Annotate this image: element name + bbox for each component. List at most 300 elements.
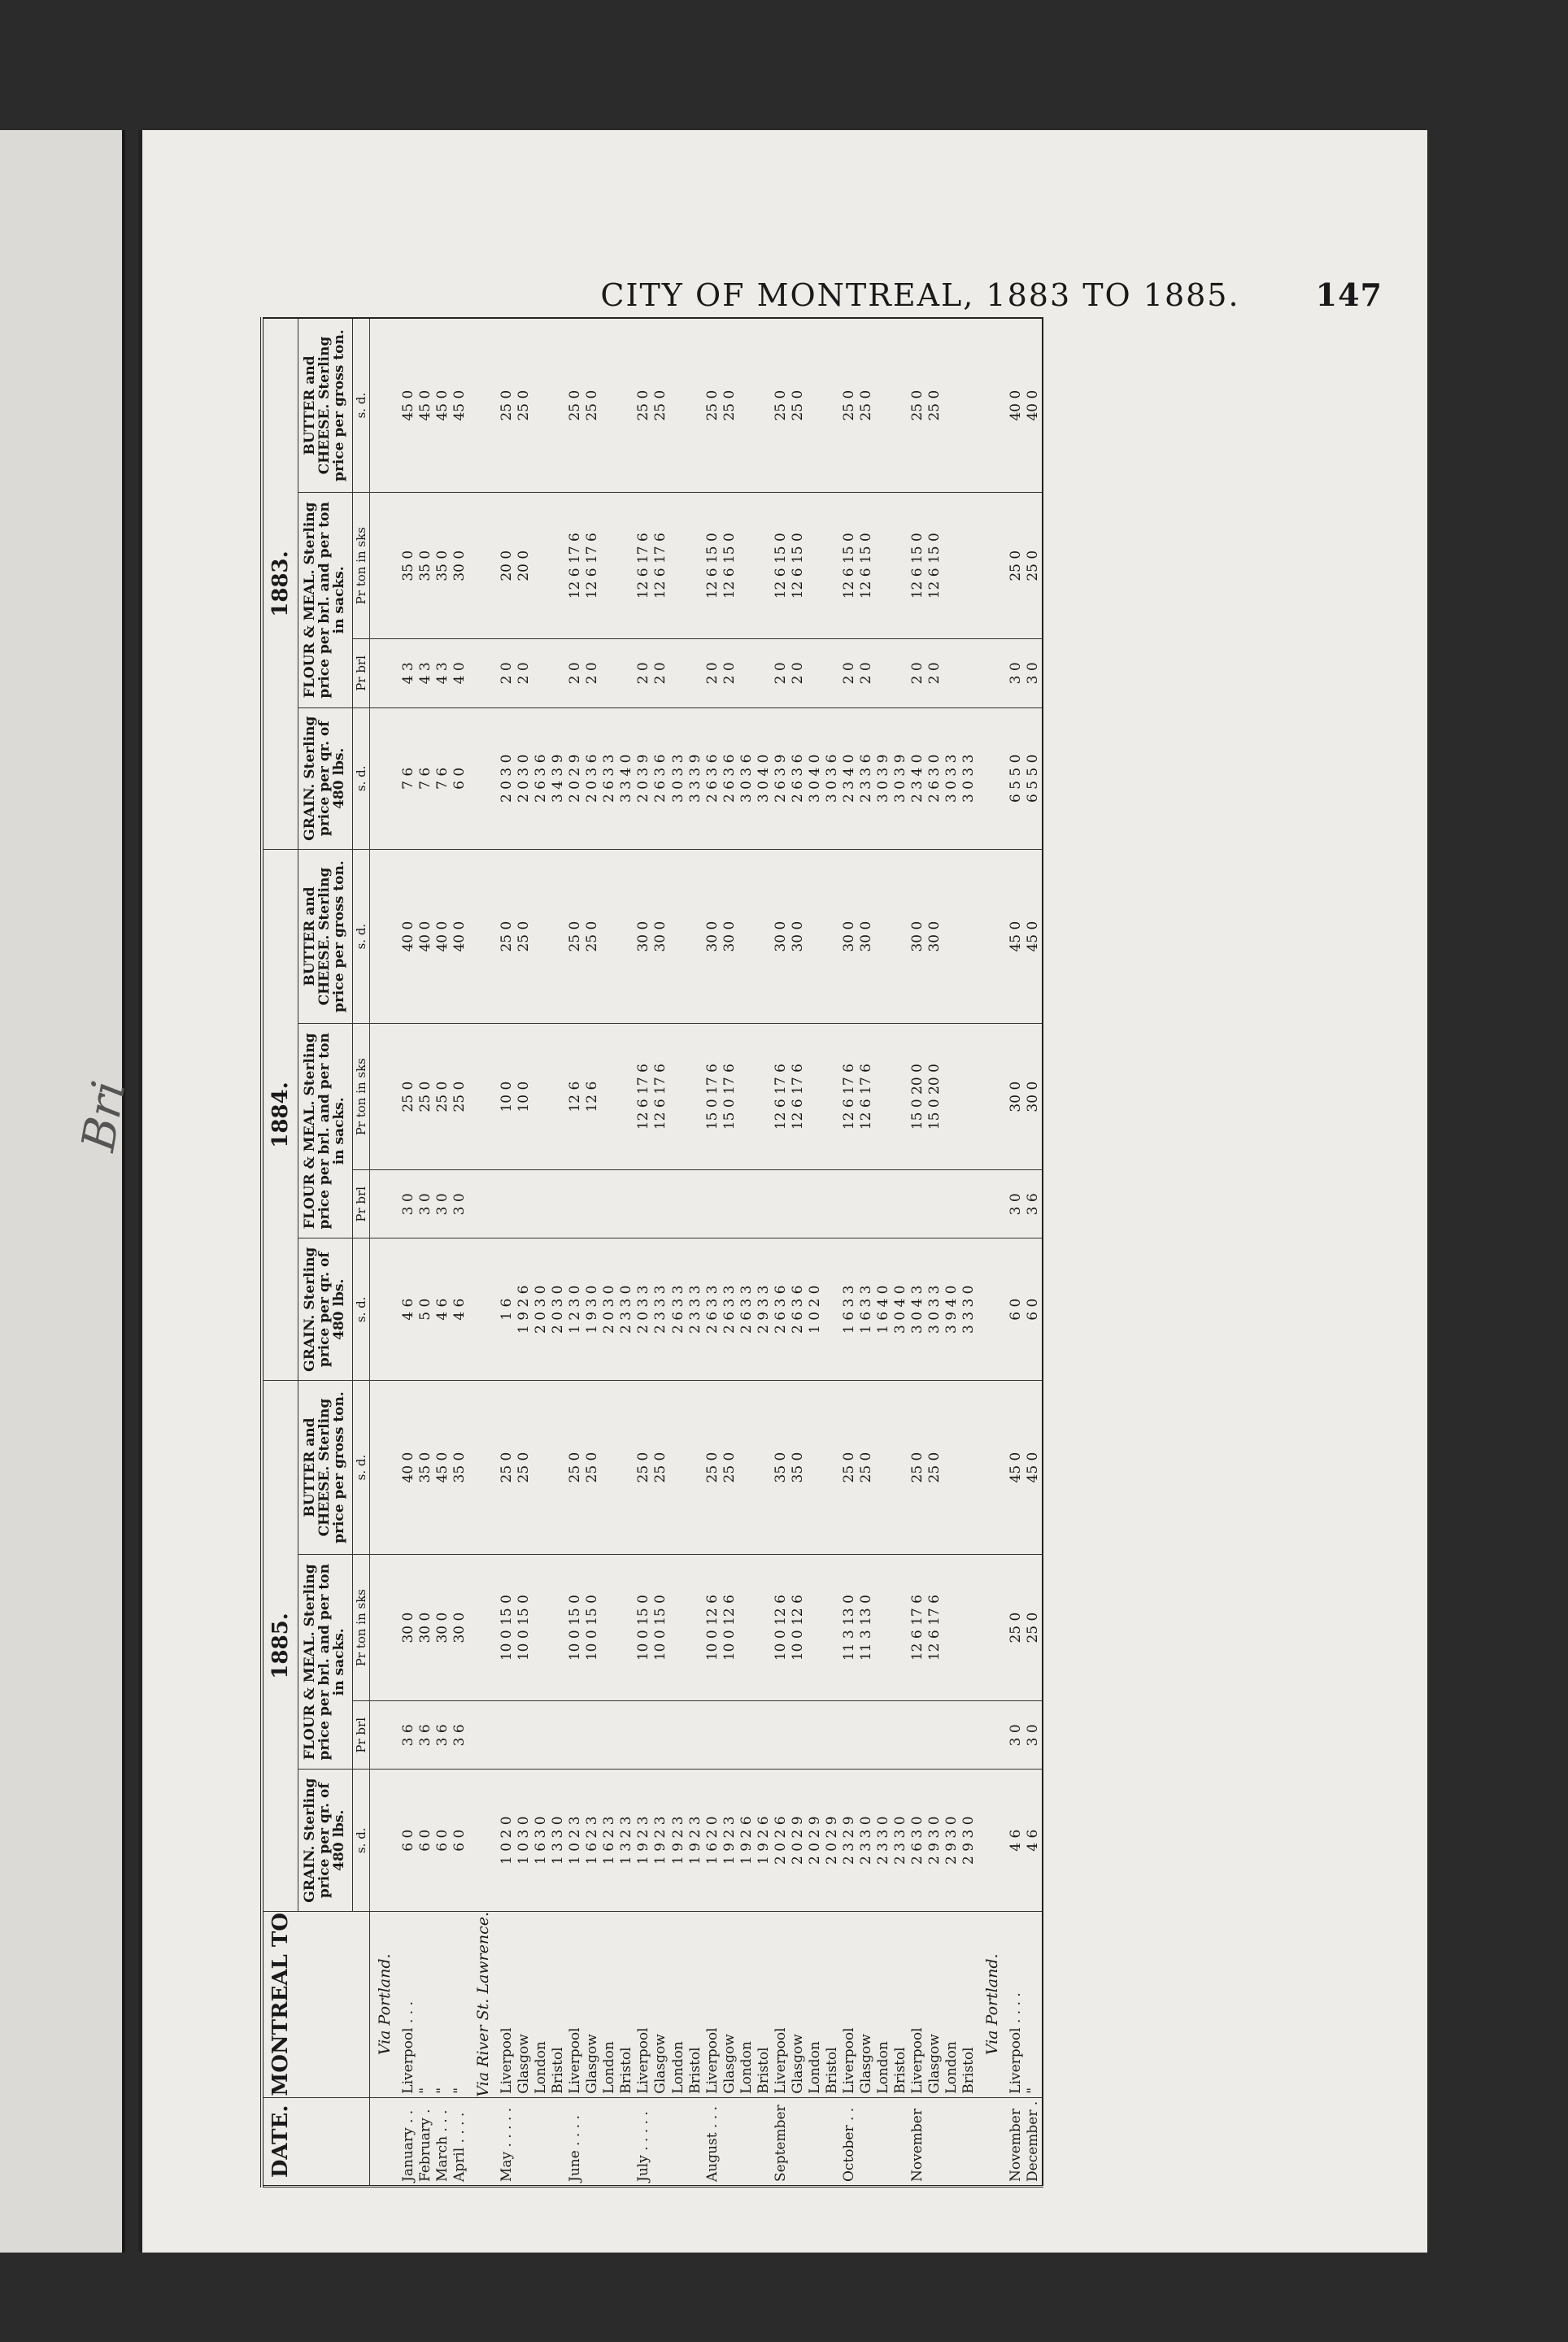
row-date [790, 2097, 807, 2186]
row-destination: Liverpool [773, 1911, 790, 2097]
rate-cell: 10 0 15 0 [652, 1555, 669, 1701]
row-destination: London [533, 1911, 550, 2097]
rate-cell: 7 6 [400, 707, 417, 850]
rate-cell: 2 6 3 6 [652, 707, 669, 850]
rate-cell: 25 0 [499, 850, 516, 1024]
rate-cell: 3 0 [1025, 639, 1043, 707]
rate-cell [550, 850, 567, 1024]
rate-cell: 25 0 [652, 318, 669, 493]
row-date: November [909, 2097, 926, 2186]
table-row [451, 318, 468, 2187]
rate-cell: 10 0 12 6 [704, 1555, 721, 1701]
rate-cell [892, 1701, 909, 1770]
rate-cell [824, 493, 841, 639]
rate-cell: 2 0 3 0 [533, 1238, 550, 1381]
rate-cell [652, 1701, 669, 1770]
rate-cell: 4 6 [451, 1238, 468, 1381]
rate-cell: 2 0 3 0 [601, 1238, 618, 1381]
row-destination: Glasgow [516, 1911, 533, 2097]
flour-per-ton-label-1885: Pr ton in sks [352, 1555, 369, 1701]
flour-per-ton-label-1883: Pr ton in sks [352, 493, 369, 639]
rate-cell [601, 1555, 618, 1701]
rate-cell [756, 1170, 773, 1238]
rate-cell [687, 318, 704, 493]
table-row [400, 318, 417, 2187]
rate-cell: 2 0 [790, 639, 807, 707]
rate-cell: 25 0 [926, 318, 943, 493]
section-label: Via Portland. [978, 1911, 1008, 2097]
rate-cell: 10 0 12 6 [721, 1555, 738, 1701]
rate-cell: 3 6 [400, 1701, 417, 1770]
rate-cell: 1 6 [499, 1238, 516, 1381]
rate-cell: 45 0 [417, 318, 434, 493]
rate-cell: 2 6 3 6 [790, 707, 807, 850]
table-row [635, 318, 652, 2187]
rate-cell: 5 0 [417, 1238, 434, 1381]
row-date: March . . . [434, 2097, 451, 2186]
rate-cell: 25 0 [499, 318, 516, 493]
table-row [516, 318, 533, 2187]
rate-cell [567, 1701, 584, 1770]
rate-cell: 25 0 [909, 1381, 926, 1555]
rate-cell: 2 0 2 6 [773, 1770, 790, 1912]
row-date: December . [1025, 2097, 1043, 2186]
rate-cell: 25 0 [858, 1381, 875, 1555]
rate-cell [960, 850, 978, 1024]
row-date [687, 2097, 704, 2186]
rate-cell [858, 1701, 875, 1770]
rate-cell: 7 6 [434, 707, 451, 850]
rate-cell [807, 493, 824, 639]
rate-cell [738, 850, 756, 1024]
rate-cell: 12 6 15 0 [841, 493, 858, 639]
rate-cell: 3 0 3 6 [824, 707, 841, 850]
rate-cell: 1 3 3 0 [550, 1770, 567, 1912]
left-page-mark: Bri [72, 1077, 137, 1156]
rate-cell: 25 0 [926, 1381, 943, 1555]
rate-cell: 15 0 20 0 [909, 1024, 926, 1170]
rate-cell [601, 493, 618, 639]
row-date [858, 2097, 875, 2186]
table-row [499, 318, 516, 2187]
rate-cell [807, 318, 824, 493]
rate-cell: 2 0 3 9 [635, 707, 652, 850]
rate-cell: 30 0 [400, 1555, 417, 1701]
rate-cell [824, 318, 841, 493]
table-row [875, 318, 892, 2187]
rate-cell: 3 0 [417, 1170, 434, 1238]
table-row [892, 318, 909, 2187]
rate-cell: 1 6 3 3 [841, 1238, 858, 1381]
rate-cell [533, 1555, 550, 1701]
rate-cell [892, 1024, 909, 1170]
rate-cell: 6 0 [417, 1770, 434, 1912]
rate-cell [807, 1024, 824, 1170]
rate-cell: 12 6 15 0 [721, 493, 738, 639]
rate-cell: 3 0 [1008, 639, 1025, 707]
row-destination: London [943, 1911, 960, 2097]
row-date: May . . . . . [499, 2097, 516, 2186]
rate-cell: 1 9 2 3 [670, 1770, 687, 1912]
grain-unit-1883: s. d. [352, 707, 369, 850]
rate-cell [807, 1701, 824, 1770]
rate-cell [875, 1701, 892, 1770]
rate-cell [756, 850, 773, 1024]
table-row [550, 318, 567, 2187]
rate-cell [892, 1170, 909, 1238]
rate-cell: 30 0 [417, 1555, 434, 1701]
rate-cell: 1 6 2 3 [584, 1770, 601, 1912]
rate-cell: 1 0 2 3 [567, 1770, 584, 1912]
rate-cell [584, 1170, 601, 1238]
rate-cell [704, 1170, 721, 1238]
rate-cell: 3 6 [451, 1701, 468, 1770]
rate-cell: 25 0 [635, 318, 652, 493]
rate-cell [790, 1170, 807, 1238]
rate-cell: 1 0 3 0 [516, 1770, 533, 1912]
rate-cell [926, 1701, 943, 1770]
row-destination: Bristol [687, 1911, 704, 2097]
rate-cell [635, 1170, 652, 1238]
section-via-portland: Via Portland. [369, 1911, 400, 2097]
row-date [550, 2097, 567, 2186]
rate-cell: 35 0 [790, 1381, 807, 1555]
rate-cell: 2 0 2 9 [807, 1770, 824, 1912]
rate-cell: 40 0 [400, 850, 417, 1024]
rate-cell: 1 6 3 3 [858, 1238, 875, 1381]
rate-cell: 2 0 [841, 639, 858, 707]
rate-cell: 10 0 [499, 1024, 516, 1170]
rate-cell: 35 0 [434, 493, 451, 639]
table-row [960, 318, 978, 2187]
rate-cell [550, 639, 567, 707]
rate-cell: 25 0 [584, 850, 601, 1024]
rate-cell: 3 0 4 0 [807, 707, 824, 850]
table-row [704, 318, 721, 2187]
rate-cell: 30 0 [773, 850, 790, 1024]
rate-cell: 3 3 3 0 [960, 1238, 978, 1381]
butter-unit-1884: s. d. [352, 850, 369, 1024]
flour-per-barrel-label-1883: Pr brl [352, 639, 369, 707]
rate-cell: 3 0 3 6 [738, 707, 756, 850]
row-destination: Glasgow [721, 1911, 738, 2097]
rate-cell [841, 1170, 858, 1238]
left-page-edge [0, 130, 137, 2253]
grain-header-1883: GRAIN. Sterling price per qr. of 480 lbs. [298, 707, 353, 850]
rate-cell [773, 1701, 790, 1770]
rate-cell [738, 1555, 756, 1701]
rate-cell: 25 0 [516, 850, 533, 1024]
table-row [652, 318, 669, 2187]
row-date: October . . [841, 2097, 858, 2186]
rate-cell: 2 0 2 9 [824, 1770, 841, 1912]
rate-cell: 3 6 [1025, 1170, 1043, 1238]
rate-cell [550, 1381, 567, 1555]
table-row [841, 318, 858, 2187]
row-date [516, 2097, 533, 2186]
rate-cell [960, 1701, 978, 1770]
rate-cell: 30 0 [858, 850, 875, 1024]
row-date: September [773, 2097, 790, 2186]
rate-cell [670, 850, 687, 1024]
rate-cell: 2 3 3 0 [618, 1238, 635, 1381]
rate-cell [875, 1170, 892, 1238]
flour-header-1884: FLOUR & MEAL. Sterling price per brl. and per ton in sacks. [298, 1024, 353, 1238]
rate-cell: 30 0 [909, 850, 926, 1024]
table-row [773, 318, 790, 2187]
rate-cell [738, 318, 756, 493]
rate-cell [567, 1170, 584, 1238]
rate-cell: 1 6 2 3 [601, 1770, 618, 1912]
table-row [858, 318, 875, 2187]
rate-cell [892, 318, 909, 493]
rate-cell: 12 6 17 6 [652, 493, 669, 639]
rate-cell: 12 6 15 0 [773, 493, 790, 639]
rate-cell [790, 1701, 807, 1770]
rate-cell: 4 0 [451, 639, 468, 707]
rate-cell: 30 0 [721, 850, 738, 1024]
rate-cell [892, 1555, 909, 1701]
rate-cell: 2 6 3 3 [721, 1238, 738, 1381]
rate-cell [687, 493, 704, 639]
rate-cell: 2 3 3 0 [892, 1770, 909, 1912]
rate-cell: 3 0 3 3 [960, 707, 978, 850]
row-date: August . . . [704, 2097, 721, 2186]
row-date [721, 2097, 738, 2186]
date-header: DATE. [262, 2097, 369, 2186]
rate-cell: 25 0 [567, 850, 584, 1024]
rate-cell: 1 6 4 0 [875, 1238, 892, 1381]
rate-cell: 12 6 17 6 [790, 1024, 807, 1170]
rate-cell: 3 9 4 0 [943, 1238, 960, 1381]
rate-cell: 45 0 [1008, 850, 1025, 1024]
rate-cell: 4 6 [400, 1238, 417, 1381]
row-date: November [1008, 2097, 1025, 2186]
rate-cell: 4 6 [434, 1238, 451, 1381]
rate-cell [943, 850, 960, 1024]
rate-cell [738, 639, 756, 707]
rate-cell [824, 1170, 841, 1238]
rate-cell [550, 1701, 567, 1770]
rate-cell: 2 9 3 0 [960, 1770, 978, 1912]
rate-cell: 2 3 3 6 [858, 707, 875, 850]
rate-cell: 45 0 [434, 318, 451, 493]
rate-cell: 25 0 [584, 1381, 601, 1555]
row-date [943, 2097, 960, 2186]
rate-cell [858, 1170, 875, 1238]
rate-cell: 25 0 [841, 318, 858, 493]
rate-cell: 2 3 3 3 [687, 1238, 704, 1381]
rate-cell: 10 0 12 6 [790, 1555, 807, 1701]
rate-cell: 1 9 2 6 [516, 1238, 533, 1381]
rate-cell: 15 0 17 6 [704, 1024, 721, 1170]
rate-cell: 6 5 5 0 [1025, 707, 1043, 850]
rate-cell [738, 1170, 756, 1238]
table-row [790, 318, 807, 2187]
rate-cell: 25 0 [434, 1024, 451, 1170]
rate-cell: 40 0 [1008, 318, 1025, 493]
rate-cell: 3 0 [400, 1170, 417, 1238]
rate-cell: 3 3 4 0 [618, 707, 635, 850]
table-row [926, 318, 943, 2187]
row-destination: Bristol [756, 1911, 773, 2097]
rate-cell [499, 1170, 516, 1238]
destination-header: MONTREAL TO [262, 1911, 369, 2097]
rate-cell: 2 0 3 0 [499, 707, 516, 850]
rate-cell [738, 1381, 756, 1555]
row-date [824, 2097, 841, 2186]
table-row [738, 318, 756, 2187]
rate-cell: 6 0 [434, 1770, 451, 1912]
rate-cell: 6 0 [400, 1770, 417, 1912]
row-destination: Liverpool [841, 1911, 858, 2097]
rate-cell [704, 1701, 721, 1770]
rate-cell [926, 1170, 943, 1238]
rate-cell [618, 1555, 635, 1701]
rate-cell: 2 6 3 3 [738, 1238, 756, 1381]
rate-cell: 3 0 [451, 1170, 468, 1238]
table-row [824, 318, 841, 2187]
row-date [875, 2097, 892, 2186]
rate-cell: 12 6 17 6 [858, 1024, 875, 1170]
rate-cell [738, 1701, 756, 1770]
table-row [584, 318, 601, 2187]
rate-cell [618, 639, 635, 707]
rate-cell [670, 1555, 687, 1701]
rate-cell: 1 9 2 3 [687, 1770, 704, 1912]
grain-unit-1885: s. d. [352, 1770, 369, 1912]
rate-cell [824, 1555, 841, 1701]
rate-cell [875, 318, 892, 493]
rate-cell [584, 1701, 601, 1770]
rate-cell: 10 0 15 0 [499, 1555, 516, 1701]
rate-cell [875, 1381, 892, 1555]
rate-cell: 2 6 3 6 [704, 707, 721, 850]
rate-cell: 40 0 [451, 850, 468, 1024]
row-destination: Liverpool [499, 1911, 516, 2097]
rate-cell [875, 850, 892, 1024]
table-row [567, 318, 584, 2187]
rate-cell: 10 0 15 0 [635, 1555, 652, 1701]
rate-cell [516, 1170, 533, 1238]
table-row [434, 318, 451, 2187]
rate-cell: 2 0 [858, 639, 875, 707]
rate-cell: 12 6 17 6 [635, 1024, 652, 1170]
year-header-1883: 1883. [262, 318, 298, 850]
rate-cell [618, 1701, 635, 1770]
rate-cell: 2 0 [704, 639, 721, 707]
rate-cell: 2 6 3 3 [704, 1238, 721, 1381]
grain-header-1885: GRAIN. Sterling price per qr. of 480 lbs. [298, 1770, 353, 1912]
table-row [807, 318, 824, 2187]
rate-cell: 25 0 [790, 318, 807, 493]
rate-cell [721, 1170, 738, 1238]
rate-cell [635, 1701, 652, 1770]
table-row [909, 318, 926, 2187]
row-date: April . . . . [451, 2097, 468, 2186]
rate-cell [807, 639, 824, 707]
rate-cell: 2 0 3 0 [550, 1238, 567, 1381]
rate-cell: 6 0 [451, 1770, 468, 1912]
rate-cell: 25 0 [451, 1024, 468, 1170]
flour-header-1883: FLOUR & MEAL. Sterling price per brl. and per ton in sacks. [298, 493, 353, 707]
rate-cell [618, 1170, 635, 1238]
rate-cell: 25 0 [516, 318, 533, 493]
rate-cell [618, 1381, 635, 1555]
rate-cell [892, 850, 909, 1024]
rate-cell [533, 318, 550, 493]
row-date [807, 2097, 824, 2186]
rate-cell [807, 1381, 824, 1555]
rate-cell: 2 0 2 9 [567, 707, 584, 850]
rate-cell: 7 6 [417, 707, 434, 850]
rate-cell: 25 0 [1008, 493, 1025, 639]
rate-cell: 2 9 3 3 [756, 1238, 773, 1381]
rate-cell: 2 6 3 6 [721, 707, 738, 850]
rate-cell: 25 0 [773, 318, 790, 493]
rate-cell [943, 1555, 960, 1701]
row-date [670, 2097, 687, 2186]
flour-per-barrel-label-1885: Pr brl [352, 1701, 369, 1770]
rate-cell [738, 1024, 756, 1170]
rate-cell [687, 1555, 704, 1701]
rate-cell: 25 0 [721, 318, 738, 493]
rate-cell: 1 0 2 0 [807, 1238, 824, 1381]
rate-cell [875, 1555, 892, 1701]
rate-cell: 45 0 [1025, 1381, 1043, 1555]
year-header-1885: 1885. [262, 1381, 298, 1912]
rate-cell: 20 0 [516, 493, 533, 639]
rate-cell: 6 0 [1008, 1238, 1025, 1381]
rate-cell [807, 1170, 824, 1238]
rate-cell [824, 1381, 841, 1555]
rate-cell: 12 6 15 0 [909, 493, 926, 639]
table-row [943, 318, 960, 2187]
rate-cell [960, 639, 978, 707]
rate-cell: 10 0 [516, 1024, 533, 1170]
rate-cell: 35 0 [773, 1381, 790, 1555]
rate-cell: 3 0 4 0 [892, 1238, 909, 1381]
table-row [1025, 318, 1043, 2187]
rate-cell: 1 2 3 0 [567, 1238, 584, 1381]
document-page [138, 130, 1427, 2253]
rate-cell: 12 6 17 6 [926, 1555, 943, 1701]
rate-cell: 1 6 3 0 [533, 1770, 550, 1912]
rate-cell: 11 3 13 0 [841, 1555, 858, 1701]
rate-cell: 12 6 17 6 [635, 493, 652, 639]
rate-cell [516, 1701, 533, 1770]
rate-cell: 15 0 20 0 [926, 1024, 943, 1170]
rate-cell: 45 0 [400, 318, 417, 493]
row-destination: Glasgow [790, 1911, 807, 2097]
rate-cell: 4 3 [434, 639, 451, 707]
rate-cell [687, 639, 704, 707]
rate-cell [824, 639, 841, 707]
rate-cell [550, 1555, 567, 1701]
rate-cell: 6 0 [1025, 1238, 1043, 1381]
rate-cell: 35 0 [451, 1381, 468, 1555]
rate-cell: 12 6 [584, 1024, 601, 1170]
row-date [926, 2097, 943, 2186]
rate-cell: 3 0 [1008, 1701, 1025, 1770]
rate-cell: 3 6 [434, 1701, 451, 1770]
rate-cell: 45 0 [451, 318, 468, 493]
row-destination: Bristol [550, 1911, 567, 2097]
rate-cell [824, 850, 841, 1024]
row-destination: Liverpool [704, 1911, 721, 2097]
rate-cell [670, 318, 687, 493]
row-date [584, 2097, 601, 2186]
